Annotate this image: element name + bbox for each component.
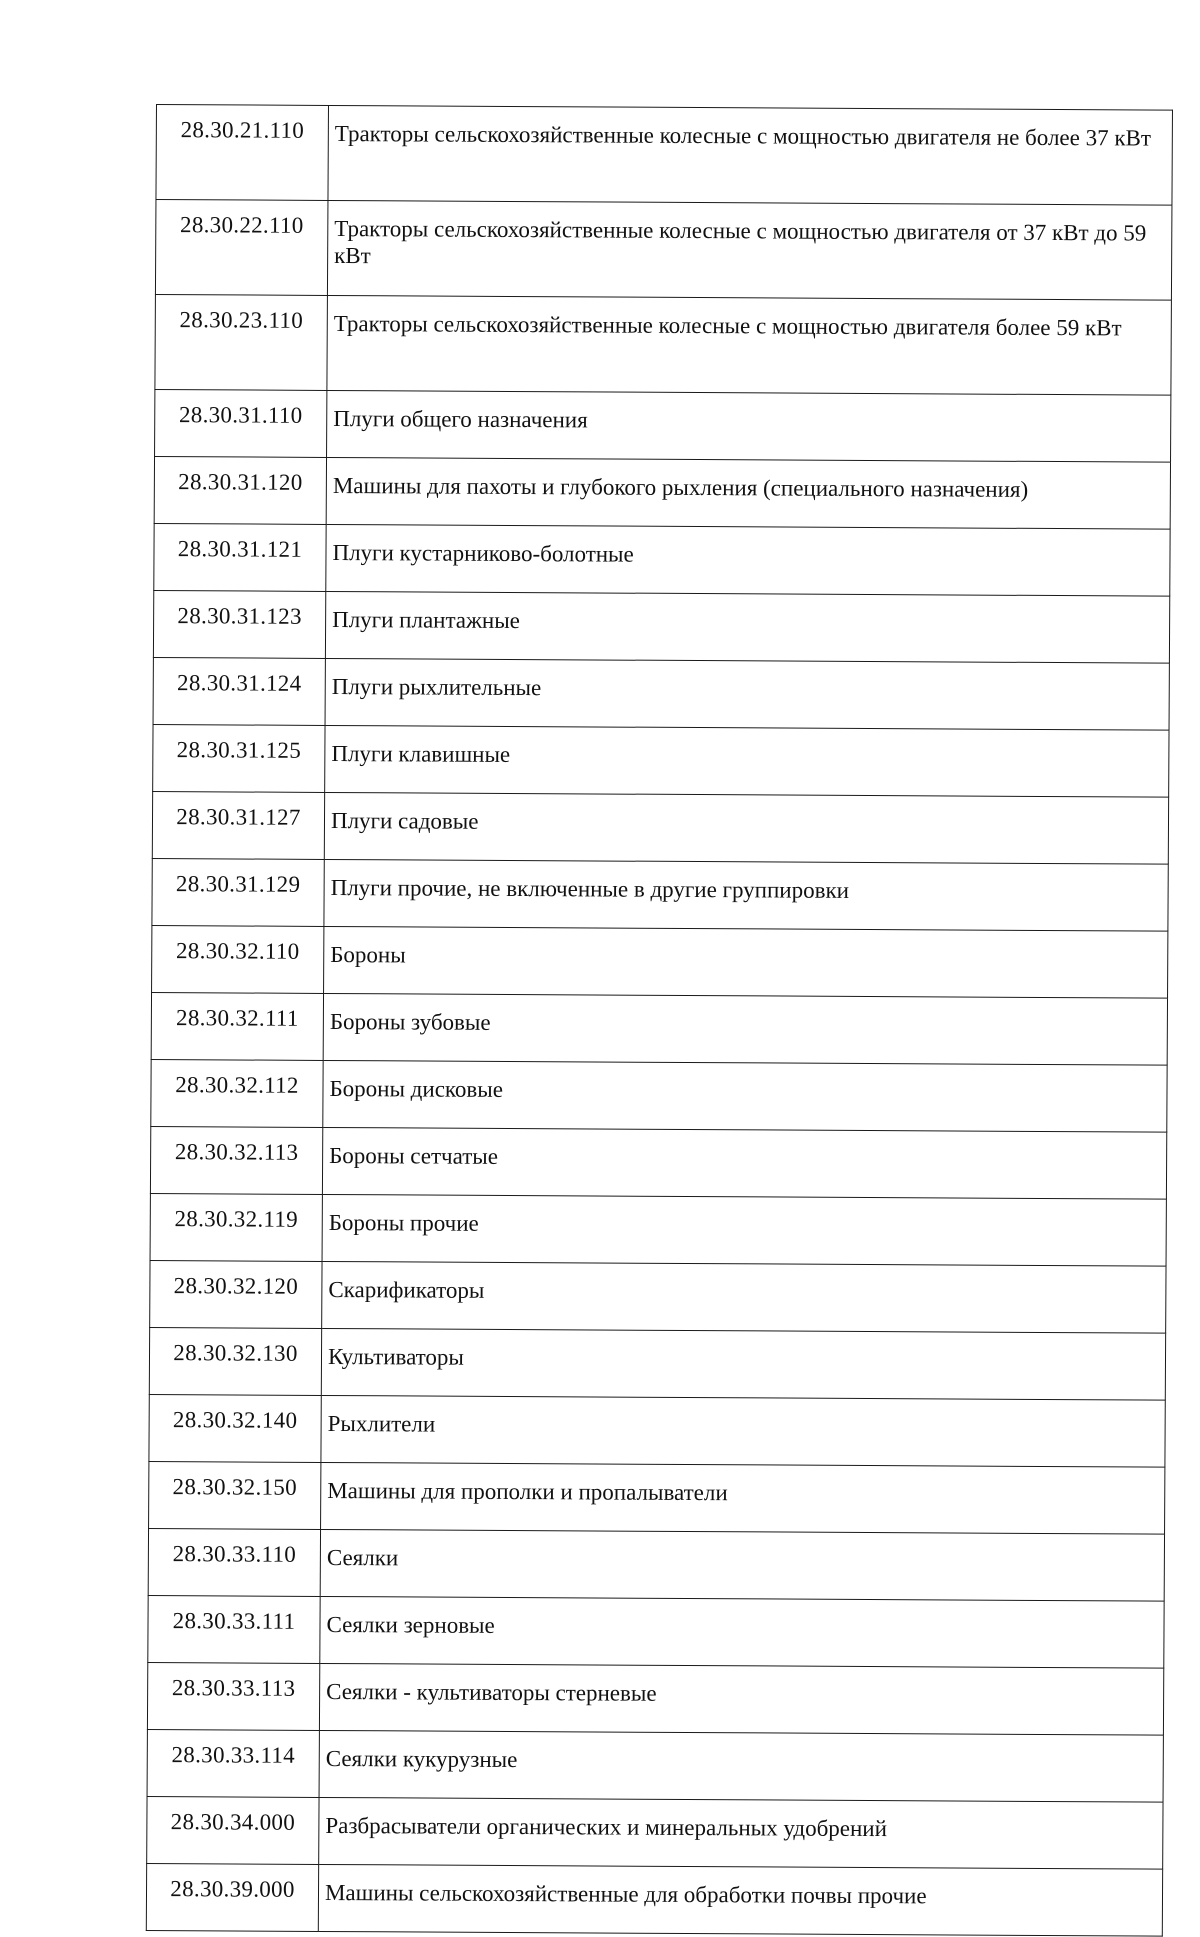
table-row [149,1394,1165,1467]
code-cell: 28.30.32.119 [150,1193,322,1261]
name-cell: Плуги общего назначения [327,390,1171,462]
table-row [155,389,1171,462]
table-row [153,724,1169,797]
table-row [156,105,1173,206]
table-row [150,1260,1166,1333]
name-cell: Машины для пахоты и глубокого рыхления (специального назначения) [326,457,1170,529]
name-cell: Тракторы сельскохозяйственные колесные с мощностью двигателя от 37 кВт до 59 кВт [327,200,1172,300]
name-cell: Скарификаторы [322,1261,1166,1333]
table-row [152,925,1168,998]
name-cell: Разбрасыватели органических и минеральных удобрений [319,1797,1163,1869]
classification-table [146,104,1173,1937]
code-cell: 28.30.32.112 [151,1059,323,1127]
code-cell: 28.30.31.124 [153,657,325,725]
code-cell: 28.30.31.120 [154,456,326,524]
code-cell: 28.30.31.123 [153,590,325,658]
name-cell: Плуги рыхлительные [325,658,1169,730]
table-row [149,1327,1165,1400]
table-body [146,105,1172,1937]
table-row [148,1595,1164,1668]
name-cell: Бороны прочие [322,1194,1166,1266]
table-row [154,523,1170,596]
code-cell: 28.30.32.140 [149,1394,321,1462]
name-cell: Плуги садовые [324,792,1168,864]
table-row [152,858,1168,931]
code-cell: 28.30.21.110 [156,105,329,201]
code-cell: 28.30.31.121 [154,523,326,591]
name-cell: Сеялки кукурузные [319,1730,1163,1802]
name-cell: Бороны зубовые [323,993,1167,1065]
name-cell: Бороны [324,926,1168,998]
name-cell: Сеялки - культиваторы стерневые [319,1663,1163,1735]
name-cell: Сеялки зерновые [320,1596,1164,1668]
name-cell: Бороны сетчатые [322,1127,1166,1199]
table-row [147,1662,1163,1735]
name-cell: Бороны дисковые [323,1060,1167,1132]
code-cell: 28.30.32.111 [151,992,323,1060]
table-row [147,1796,1163,1869]
table-row [151,1059,1167,1132]
code-cell: 28.30.33.114 [147,1729,319,1797]
code-cell: 28.30.22.110 [155,200,328,296]
name-cell: Плуги кустарниково-болотные [326,524,1170,596]
code-cell: 28.30.34.000 [147,1796,319,1864]
code-cell: 28.30.31.129 [152,858,324,926]
code-cell: 28.30.33.110 [148,1528,320,1596]
table-row [147,1729,1163,1802]
code-cell: 28.30.32.120 [150,1260,322,1328]
code-cell: 28.30.33.111 [148,1595,320,1663]
table-row [151,992,1167,1065]
name-cell: Машины для прополки и пропалыватели [321,1462,1165,1534]
code-cell: 28.30.33.113 [147,1662,319,1730]
name-cell: Тракторы сельскохозяйственные колесные с мощностью двигателя более 59 кВт [327,295,1172,395]
table-row [146,1863,1162,1936]
name-cell: Плуги прочие, не включенные в другие группировки [324,859,1168,931]
table-row [150,1126,1166,1199]
name-cell: Рыхлители [321,1395,1165,1467]
table-row [155,200,1172,301]
table-row [149,1461,1165,1534]
code-cell: 28.30.32.113 [150,1126,322,1194]
name-cell: Тракторы сельскохозяйственные колесные с мощностью двигателя не более 37 кВт [328,105,1173,205]
name-cell: Машины сельскохозяйственные для обработки почвы прочие [318,1864,1162,1936]
code-cell: 28.30.31.127 [152,791,324,859]
table-row [153,657,1169,730]
name-cell: Культиваторы [321,1328,1165,1400]
table-row [155,294,1172,395]
name-cell: Плуги клавишные [325,725,1169,797]
table-row [153,590,1169,663]
code-cell: 28.30.32.150 [149,1461,321,1529]
table-row [148,1528,1164,1601]
code-cell: 28.30.31.110 [155,389,327,457]
code-cell: 28.30.32.130 [149,1327,321,1395]
code-cell: 28.30.39.000 [146,1863,318,1931]
table-row [152,791,1168,864]
code-cell: 28.30.31.125 [153,724,325,792]
table-row [150,1193,1166,1266]
code-cell: 28.30.23.110 [155,294,328,390]
name-cell: Сеялки [320,1529,1164,1601]
name-cell: Плуги плантажные [325,591,1169,663]
code-cell: 28.30.32.110 [152,925,324,993]
table-row [154,456,1170,529]
